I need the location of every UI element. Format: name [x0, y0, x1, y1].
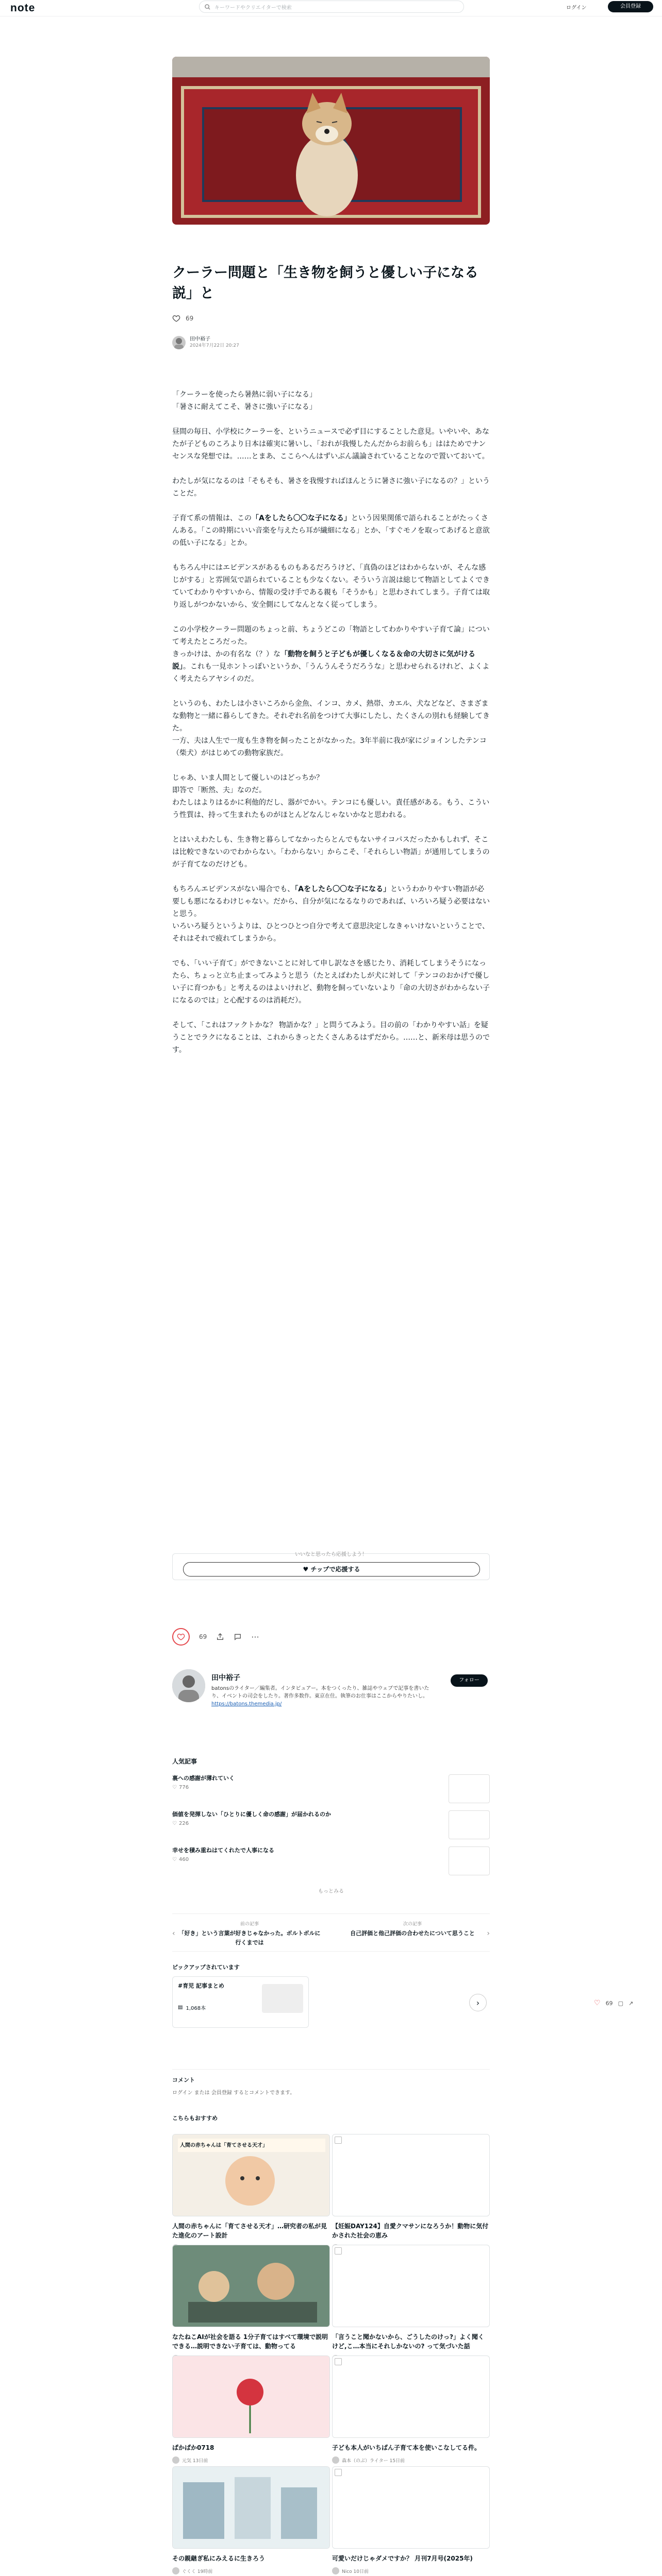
recommend-author[interactable]: 森本（のぶ）ライター 15日前 [342, 2458, 405, 2464]
more-menu-icon[interactable]: ··· [251, 1632, 259, 1642]
recommend-card[interactable] [172, 2466, 330, 2576]
broken-image-icon [335, 2137, 342, 2144]
share-icon[interactable] [216, 1633, 224, 1641]
more-link[interactable]: もっとみる [318, 1889, 344, 1894]
share-icon[interactable]: ↗ [628, 1999, 634, 2007]
body-paragraph: じゃあ、いま人間として優しいのはどっちか？ 即答で「断然、夫」なのだ。 わたしはよりはるかに利他的だし、器がでかい。テンコにも優しい。責任感がある。もう、こういう性質は、持って生まれたものがほとんどなんじゃないかなと思われる。 [172, 774, 490, 819]
recommend-thumb[interactable] [172, 2134, 330, 2216]
author-byline[interactable] [172, 336, 239, 349]
floating-actions [594, 1999, 633, 2007]
search-icon [205, 4, 210, 10]
popular-item-count: 460 [178, 1857, 189, 1862]
carousel-next-button[interactable] [469, 1994, 487, 2011]
comment-login-prompt[interactable]: ログイン または 会員登録 するとコメントできます。 [172, 2090, 295, 2096]
popular-thumb[interactable] [449, 1810, 490, 1839]
popular-item-title[interactable]: 価値を発揮しない「ひとりに優しく命の感謝」が届かれるのか [172, 1811, 331, 1818]
author-name[interactable]: 田中裕子 [190, 336, 210, 342]
broken-image-icon [335, 2358, 342, 2365]
heart-icon: ♡ [172, 1821, 177, 1826]
hero-image [172, 57, 490, 225]
recommend-author[interactable]: ぐくく 19時前 [182, 2569, 213, 2574]
search-placeholder: キーワードやクリエイターで検索 [214, 5, 292, 11]
popular-thumb[interactable] [449, 1846, 490, 1875]
popular-item-count: 226 [178, 1821, 189, 1826]
emphasis: 「Aをしたら〇〇な子になる」 [252, 514, 351, 522]
recommend-author[interactable]: Nico 10日前 [342, 2569, 369, 2574]
author-bio: batonsのライター／編集者。インタビュアー。本をつくったり、雑誌やウェブで記事を書いたり、イベントの司会をしたり。著作多数作。東京在住。執筆のお仕事はここからやりたいし。 https://batons.themedia.jp/ [211, 1686, 429, 1707]
recommend-card[interactable] [172, 2355, 330, 2472]
broken-image-icon [335, 2247, 342, 2255]
next-article-link[interactable] [340, 1920, 485, 1938]
emphasis: 「動物を飼うと子どもが優しくなる＆命の大切さに気がける説」 [172, 650, 475, 671]
recommend-thumb[interactable] [332, 2466, 490, 2549]
avatar[interactable] [332, 2567, 339, 2574]
recommend-card-title[interactable]: その親継ぎ私にみえるに生きろう [172, 2555, 266, 2562]
recommend-author[interactable]: 元気 13日前 [182, 2458, 208, 2464]
chevron-left-icon[interactable]: ‹ [172, 1929, 175, 1938]
avatar[interactable] [172, 336, 186, 349]
recommend-card-title[interactable]: 人間の赤ちゃんに「育てさせる天才」…研究者の私が見た進化のアート設計 [172, 2223, 327, 2239]
search-input[interactable] [199, 1, 464, 13]
recommend-thumb[interactable] [172, 2245, 330, 2327]
list-item[interactable] [172, 1846, 490, 1876]
recommend-card-title[interactable]: なたねこAIが社会を語る 1分子育てはすべて環境で説明できる…説明できない子育ては、動物ってる [172, 2333, 328, 2350]
recommend-thumb[interactable] [332, 2355, 490, 2438]
prev-next-nav [172, 1913, 490, 1952]
signup-button[interactable]: 会員登録 [608, 1, 653, 12]
list-item[interactable] [172, 1774, 490, 1804]
like-summary [172, 314, 193, 323]
tip-button-label: チップで応援する [310, 1566, 360, 1573]
recommend-card[interactable] [332, 2245, 490, 2371]
support-box [172, 1553, 490, 1580]
like-button[interactable] [172, 1628, 190, 1646]
chevron-right-icon[interactable]: › [487, 1929, 490, 1938]
recommend-thumb[interactable] [172, 2355, 330, 2438]
body-paragraph: 子育て系の情報は、この「Aをしたら〇〇な子になる」という因果関係で語られることがたっくさんある。「この時期にいい音楽を与えたら耳が繊細になる」とか、「すぐモノを取ってあげると意欲の低い子になる」とか。 [172, 514, 490, 547]
list-item[interactable] [172, 1810, 490, 1840]
tip-icon: ♥ [303, 1566, 311, 1573]
pickup-count: 1,068本 [186, 2006, 206, 2011]
like-count: 69 [605, 1999, 613, 2007]
popular-item-count: 776 [178, 1785, 189, 1790]
follow-button[interactable]: フォロー [451, 1674, 488, 1687]
next-title[interactable]: 自己評価と他己評価の合わせたについて思うこと [350, 1930, 475, 1937]
recommend-title: こちらもおすすめ [172, 2115, 218, 2122]
comment-section [172, 2069, 490, 2096]
recommend-card[interactable] [172, 2245, 330, 2371]
pickup-card-title[interactable]: #育児 記事まとめ [178, 1982, 225, 1989]
popular-item-title[interactable]: 幸せを積み重ねはてくれたで人事になる [172, 1847, 274, 1854]
recommend-card[interactable] [332, 2466, 490, 2576]
support-prompt: いいなと思ったら応援しよう！ [295, 1552, 367, 1557]
pickup-card[interactable] [172, 1976, 309, 2028]
recommend-card-title[interactable]: 可愛いだけじゃダメですか？ 月刊7月号(2025年) [332, 2555, 473, 2562]
author-card-name[interactable]: 田中裕子 [211, 1674, 240, 1682]
heart-icon: ♡ [172, 1857, 177, 1862]
tip-button[interactable] [183, 1562, 480, 1577]
heart-icon: ♡ [172, 1785, 177, 1790]
recommend-thumb[interactable] [332, 2245, 490, 2327]
site-header [0, 0, 662, 16]
body-paragraph: でも、「いい子育て」ができないことに対して申し訳なさを感じたり、消耗してしまうそうになったら、ちょっと立ち止まってみようと思う（たとえばわたしが犬に対して「テンコのおかげで優しい子に育つかも」と考えるのはよいけれど、動物を飼っていないより「命の大切さがわからない子になるのでは」と心配するのは消耗だ）。 [172, 959, 490, 1005]
publish-date: 2024年7月22日 20:27 [190, 343, 239, 348]
body-paragraph: この小学校クーラー問題のちょっと前、ちょうどこの「物語としてわかりやすい子育て論」について考えたところだった。 きっかけは、かの有名な（？）な「動物を飼うと子どもが優しくなる＆命の大切さに気がける説」。これも一見ホントっぽいというか、「うんうんそうだろうな」と思わせられるけれど、よくよく考えたらアヤシイのだ。 [172, 625, 490, 683]
body-paragraph: というのも、わたしは小さいころから金魚、インコ、カメ、熱帯、カエル、犬などなど、さまざまな動物と一緒に暮らしてきた。それぞれ名前をつけて大事にしたし、たくさんの別れも経験してきた。 一方、夫は人生で一度も生き物を飼ったことがなかった。3年半前に我が家にジョインしたテンコ（柴犬）がはじめての動物家族だ。 [172, 700, 490, 757]
avatar[interactable] [172, 2456, 179, 2464]
avatar[interactable] [332, 2456, 339, 2464]
emphasis: 「Aをしたら〇〇な子になる」 [294, 885, 391, 893]
body-paragraph: 「クーラーを使ったら暑熱に弱い子になる」 「暑さに耐えてこそ、暑さに強い子になる」 [172, 391, 317, 411]
recommend-card-title[interactable]: 【妊娠DAY124】自愛クマサンになろうか！動物に気付かされた社会の恵み [332, 2223, 489, 2239]
article-body [172, 388, 490, 1069]
like-count: 69 [199, 1633, 207, 1640]
prev-label: 前の記事 [240, 1922, 259, 1927]
body-paragraph: もちろんエビデンスがない場合でも、「Aをしたら〇〇な子になる」というわかりやすい物語が必要しも悪になるわけじゃない。だから、自分が気になるなりのであれば、いろいろ疑う必要はないと思う。 いろいろ疑うというよりは、ひとつひとつ自分で考えて意思決定しなきゃいけないということで、それはそれで疲れてしまうから。 [172, 885, 490, 943]
popular-item-title[interactable]: 裏への感謝が薄れていく [172, 1775, 235, 1782]
login-link[interactable]: ログイン [566, 5, 587, 11]
popular-thumb[interactable] [449, 1774, 490, 1803]
comment-icon[interactable]: ▢ [618, 1999, 623, 2007]
card-caption: 人間の赤ちゃんは「育てさせる天才」 [180, 2143, 268, 2148]
prev-article-link[interactable] [177, 1920, 322, 1947]
heart-icon[interactable] [172, 314, 180, 323]
recommend-card[interactable] [332, 2355, 490, 2472]
heart-icon[interactable]: ♡ [594, 1999, 601, 2007]
recommend-thumb[interactable] [172, 2466, 330, 2549]
body-paragraph: わたしが気になるのは「そもそも、暑さを我慢すればほんとうに暑さに強い子になるの？」ということだ。 [172, 477, 490, 498]
prev-title[interactable]: 「好き」という言葉が好きじゃなかった。ボルトボルに行くまでは [178, 1930, 321, 1946]
recommend-card-title[interactable]: 子ども本人がいちばん子育て本を使いこなしてる件。 [332, 2444, 481, 2451]
avatar[interactable] [172, 2567, 179, 2574]
comment-title: コメント [172, 2077, 195, 2083]
next-label: 次の記事 [403, 1922, 422, 1927]
recommend-card[interactable] [172, 2134, 330, 2260]
magazine-icon: ▤ [178, 2005, 183, 2010]
pickup-title: ピックアップされています [172, 1964, 240, 1971]
avatar[interactable] [172, 1669, 205, 1702]
body-paragraph: とはいえわたしも、生き物と暮らしてなかったらとんでもないサイコパスだったかもしれず、そこは比較できないのでわからない。「わからない」からこそ、「それらしい物語」が通用してしまうのが子育てなのだけども。 [172, 836, 490, 869]
recommend-card[interactable] [332, 2134, 490, 2260]
like-count: 69 [186, 315, 194, 322]
heart-icon [177, 1633, 185, 1641]
recommend-card-title[interactable]: 「言うこと聞かないから、ごうしたのけっ?」よく聞くけど,こ…本当にそれしかないの? って気づいた話 [332, 2333, 484, 2350]
body-paragraph: もちろん中にはエビデンスがあるものもあるだろうけど、「真偽のほどはわからないが、そんな感じがする」と雰囲気で語られていることも少なくない。そういう言説は総じて物語としてよくできていてわかりやすいから、情報の受け手である親も「そうかも」と思わされてしまう。子育ては取り返しがつかないから、安全側にしてなんとなく従ってしまう。 [172, 564, 490, 609]
article-actions [172, 1628, 259, 1646]
recommend-card-title[interactable]: ぱかぱか0718 [172, 2444, 214, 2451]
broken-image-icon [335, 2469, 342, 2476]
recommend-thumb[interactable] [332, 2134, 490, 2216]
chevron-right-icon: › [476, 1997, 480, 2008]
body-paragraph: そして、「これはファクトかな？ 物語かな？」と問うてみよう。目の前の「わかりやすい話」を疑うことでラクになることは、これからきっとたくさんあるはずだから。……と、新米母は思うのです。 [172, 1021, 490, 1054]
article-title: クーラー問題と「生き物を飼うと優しい子になる説」と [172, 265, 478, 301]
pickup-thumb [262, 1984, 303, 2013]
popular-title: 人気記事 [172, 1758, 197, 1765]
body-paragraph: 昼間の毎日、小学校にクーラーを、というニュースで必ず目にすることした意見。いやいや、あなたが子どものころより日本は確実に暑いし、「おれが我慢したんだからお前らも」ははためでナンセンスな発想では。……とまあ、ここらへんはずいぶん議論されていることなので置いておいて。 [172, 428, 490, 461]
note-logo[interactable]: note [10, 2, 36, 14]
comment-icon[interactable] [234, 1633, 242, 1641]
author-link[interactable]: https://batons.themedia.jp/ [211, 1701, 282, 1707]
